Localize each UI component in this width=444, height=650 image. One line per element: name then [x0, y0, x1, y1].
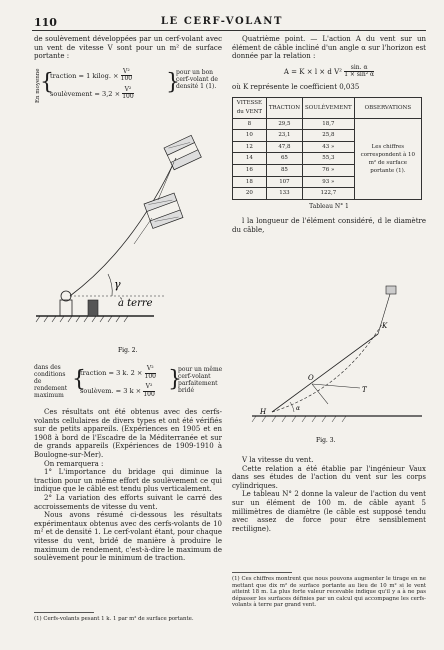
- formula2-traction-num: V²: [145, 366, 156, 374]
- table-caption: Tableau N° 1: [309, 202, 349, 210]
- lower-kite: [144, 193, 183, 228]
- table-header-row: [233, 98, 422, 118]
- table-cell: 93 »: [303, 176, 355, 188]
- traction-line: [50, 69, 170, 83]
- formula2-soulevement: [80, 384, 180, 398]
- table-header-observations: OBSERVATIONS: [354, 98, 421, 118]
- a-terre-label: à terre: [118, 298, 153, 309]
- formula2-traction-den: 100: [144, 372, 156, 380]
- right-lower-text: [232, 456, 426, 533]
- formula-note: pour un bon cerf-volant de densité 1 (1).: [176, 68, 218, 90]
- table-cell: 10: [233, 130, 267, 142]
- table-cell: 65: [266, 153, 302, 165]
- cable-curve: [272, 324, 382, 412]
- figure-2-caption: Fig. 2.: [118, 347, 138, 354]
- fig3-angle-arc: [290, 402, 294, 412]
- soulevement-lhs: soulèvement = 3,2 ×: [50, 89, 121, 98]
- table-cell: 20: [233, 188, 267, 200]
- action-formula-num: sin. α: [344, 65, 374, 73]
- fig3-label-alpha: α: [296, 405, 301, 412]
- left-column: [34, 35, 222, 107]
- intro-paragraph: de soulèvement développées par un cerf-volant avec un vent de vitesse V sont pour un m² de surface portante :: [34, 35, 222, 61]
- formula2-brace-right: }: [168, 367, 182, 392]
- table-cell: 18: [233, 176, 267, 188]
- header-rule: [32, 30, 426, 31]
- table-cell: 12: [233, 141, 267, 153]
- fig3-label-h: H: [260, 408, 267, 416]
- table-cell: 25,8: [303, 130, 355, 142]
- action-formula-lhs: A = K × l × d V²: [283, 67, 342, 76]
- formula2-brace: {: [72, 367, 86, 392]
- table-header-traction: TRACTION: [266, 98, 302, 118]
- table-cell: 47,8: [266, 141, 302, 153]
- formula-block-2: [34, 364, 222, 404]
- right-footnote-rule: [232, 572, 292, 573]
- action-formula-den: 1 × sin² α: [344, 71, 375, 79]
- formula-block-1: [34, 65, 222, 105]
- action-formula-fraction: [344, 65, 374, 79]
- formula2-soul-frac: [143, 384, 154, 398]
- summary-paragraph: Nous avons résumé ci-dessous les résultats expérimentaux obtenus avec des cerfs-volants de 10 m² et de densité 1. Le cerf-volant étant, pour chaque vitesse du vent, bridé de manière à produire le maximum de rendement, c'est-à-dire le maximum de soulèvement pour le minimum de traction.: [34, 511, 222, 563]
- soulevement-fraction: [122, 87, 133, 101]
- table-cell: 76 »: [303, 164, 355, 176]
- force-vector: [312, 384, 360, 388]
- soulevement-line: [50, 87, 170, 101]
- formula2-left-label: dans des conditions de rendement maximum: [34, 364, 68, 399]
- kite-cable: [70, 158, 176, 296]
- ground-hatching: [36, 316, 128, 322]
- coefficient-paragraph: où K représente le coefficient 0,035: [232, 82, 360, 91]
- formula-brace: {: [40, 69, 54, 95]
- figure-2-kite-diagram: [34, 128, 224, 358]
- force-vector-2: [312, 384, 328, 404]
- fig3-label-k: K: [382, 322, 388, 330]
- table-header-soulevement: SOULÈVEMENT: [303, 98, 355, 118]
- formula-side-label: En moyenne: [35, 68, 41, 103]
- page-header: [0, 16, 444, 30]
- figure-3-caption: Fig. 3.: [316, 437, 336, 444]
- figure-3-cable-diagram: [232, 280, 426, 450]
- table-cell: 14: [233, 153, 267, 165]
- formula2-traction-lhs: traction = 3 k. 2 ×: [80, 369, 143, 377]
- winch-drum: [61, 291, 71, 301]
- formula2-soul-lhs: soulèvem. = 3 k ×: [80, 387, 142, 395]
- formula2-traction-frac: [145, 366, 156, 380]
- results-paragraph: Ces résultats ont été obtenus avec des cerfs-volants cellulaires de divers types et ont été vérifiés sur de petits appareils. (Expériences en 1905 et en 1908 à bord de l'Escadre de la Méditerranée et sur de grands appareils (Expériences de 1909-1910 à Boulogne-sur-Mer).: [34, 408, 222, 459]
- table-cell: 133: [266, 188, 302, 200]
- upper-kite: [164, 135, 201, 169]
- table-header-vitesse: VITESSE du VENT: [233, 98, 267, 118]
- soulevement-num: V²: [122, 87, 133, 95]
- page-number: 110: [34, 16, 57, 29]
- right-footnote: (1) Ces chiffres montrent que nous pouvons augmenter le tirage en ne mettant que dix m² de surface portante au lieu de 10 m² si le vent atteint 18 m. La plus forte valeur recevable indique qu'il y a à ne pas dépasser les surfaces définies par un calcul qui accompagne les cerfs-volants à terre par grand vent.: [232, 576, 426, 609]
- table-cell: 122,7: [303, 188, 355, 200]
- table-cell: 29,5: [266, 118, 302, 130]
- vaux-paragraph: Cette relation a été établie par l'ingénieur Vaux dans ses études de l'action du vent sur les corps cylindriques.: [232, 464, 426, 490]
- soulevement-den: 100: [122, 93, 134, 101]
- left-lower-text: [34, 408, 222, 563]
- traction-fraction: [121, 69, 132, 83]
- left-footnote-rule: [34, 612, 94, 613]
- length-diameter-paragraph: l la longueur de l'élément considéré, d le diamètre du câble,: [232, 217, 426, 234]
- formula2-traction: [80, 366, 180, 380]
- wind-speed-paragraph: V la vitesse du vent.: [242, 456, 314, 464]
- table-cell: 8: [233, 118, 267, 130]
- table-cell: 18,7: [303, 118, 355, 130]
- traction-den: 100: [120, 75, 133, 83]
- action-formula: [232, 65, 426, 79]
- formula2-note: pour un même cerf-volant parfaitement bridé: [178, 366, 223, 394]
- table-cell: 43 »: [303, 141, 355, 153]
- winch-left: [60, 300, 72, 316]
- fourth-point-paragraph: Quatrième point. — L'action A du vent sur un élément de câble incliné d'un angle α sur l'horizon est donnée par la relation :: [232, 35, 426, 61]
- angle-label: γ: [114, 278, 121, 291]
- table-2-paragraph: Le tableau N° 2 donne la valeur de l'action du vent sur un élément de 100 m. de câble ayant 5 millimètres de diamètre (le câble est supposé tendu avec assez de force pour être sensiblement rectiligne).: [232, 490, 426, 533]
- winch-post: [88, 300, 98, 316]
- point-1-paragraph: 1° L'importance du bridage qui diminue la traction pour un même effort de soulèvement ce qui indique que le câble est tendu plus verticalement.: [34, 468, 222, 494]
- table-cell: 107: [266, 176, 302, 188]
- table-cell: 16: [233, 164, 267, 176]
- angle-arc: [108, 274, 112, 296]
- table-cell: 85: [266, 164, 302, 176]
- right-column: [232, 35, 426, 235]
- table-cell: 23,1: [266, 130, 302, 142]
- table-observation: Les chiffres correspondent à 10 m² de surface portante (1).: [354, 118, 421, 199]
- table-row: [233, 118, 422, 130]
- table-cell: 55,3: [303, 153, 355, 165]
- traction-lhs: traction = 1 kilog. ×: [50, 71, 119, 80]
- traction-num: V²: [121, 69, 132, 77]
- bridle-line: [134, 218, 152, 244]
- formula-brace-right: }: [166, 69, 180, 95]
- left-footnote: (1) Cerfs-volants pesant 1 k. 1 par m² de surface portante.: [34, 616, 194, 622]
- remark-paragraph: On remarquera :: [44, 459, 104, 468]
- formula2-soul-num: V²: [143, 384, 154, 392]
- fig3-kite: [386, 286, 396, 294]
- point-2-paragraph: 2° La variation des efforts suivant le carré des accroissements de vitesse du vent.: [34, 493, 222, 511]
- data-table-1: [232, 97, 422, 199]
- running-title: LE CERF-VOLANT: [160, 16, 284, 27]
- fig3-ground-hatching: [252, 416, 346, 422]
- fig3-label-o: O: [308, 374, 314, 382]
- fig3-label-t: T: [362, 386, 367, 394]
- formula2-soul-den: 100: [143, 390, 155, 398]
